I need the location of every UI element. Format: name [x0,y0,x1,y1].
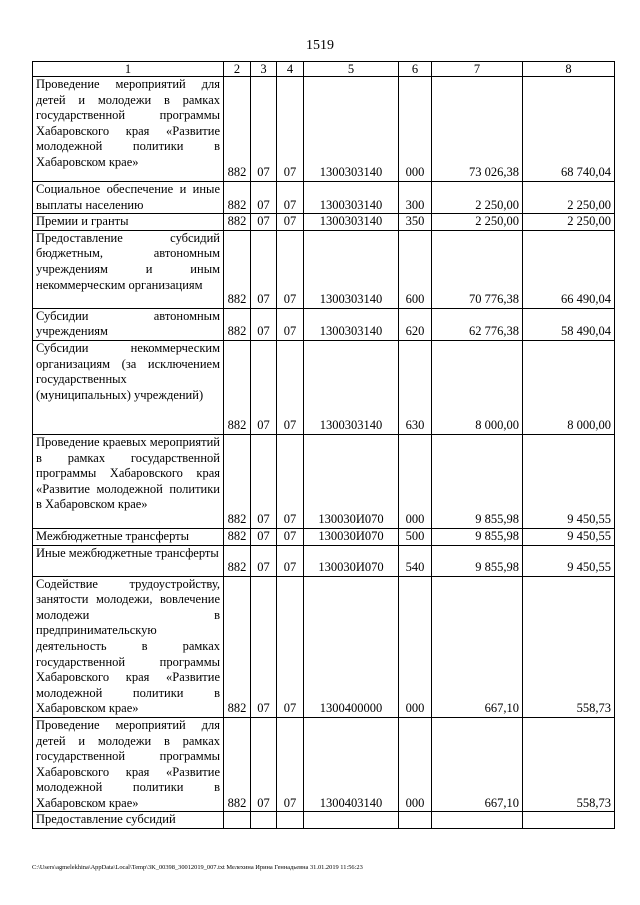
row-target-article-cell: 1300303140 [304,340,399,434]
row-subsection-cell: 07 [277,308,304,340]
row-code-cell: 882 [224,340,251,434]
row-target-article-cell [304,812,399,829]
row-section-cell: 07 [251,434,277,528]
row-code-cell [224,812,251,829]
table-row [33,340,615,434]
row-amount-cell: 62 776,38 [432,308,523,340]
row-section-cell: 07 [251,77,277,182]
table-row [33,230,615,308]
row-amount-cell: 9 450,55 [523,545,615,576]
row-amount-cell: 70 776,38 [432,230,523,308]
row-name-cell: Межбюджетные трансферты [33,528,224,545]
row-section-cell: 07 [251,182,277,214]
row-expense-type-cell: 630 [399,340,432,434]
col-header: 7 [432,62,523,77]
row-target-article-cell: 1300400000 [304,576,399,717]
row-code-cell: 882 [224,545,251,576]
row-code-cell: 882 [224,308,251,340]
row-code-cell: 882 [224,528,251,545]
col-header: 3 [251,62,277,77]
row-expense-type-cell: 500 [399,528,432,545]
row-amount-cell: 68 740,04 [523,77,615,182]
table-row [33,812,615,829]
row-amount-cell [432,812,523,829]
row-subsection-cell: 07 [277,77,304,182]
file-path-footer: C:\Users\agmelekhina\AppData\Local\Temp\3K_00398_30012019_007.txt Мелехина Ирина Геннадьевна 31.01.2019 11:56:23 [32,864,363,871]
row-code-cell: 882 [224,576,251,717]
row-name-cell: Проведение мероприятий для детей и молодежи в рамках государственной программы Хабаровского края «Развитие молодежной политики в Хабаровском крае» [33,77,224,182]
table-row [33,545,615,576]
row-section-cell: 07 [251,545,277,576]
row-subsection-cell: 07 [277,717,304,812]
row-amount-cell: 2 250,00 [523,182,615,214]
col-header: 8 [523,62,615,77]
row-amount-cell: 2 250,00 [432,214,523,231]
row-expense-type-cell [399,812,432,829]
row-expense-type-cell: 000 [399,434,432,528]
row-subsection-cell: 07 [277,434,304,528]
row-amount-cell [523,812,615,829]
table-header-row [33,62,615,77]
row-expense-type-cell: 540 [399,545,432,576]
row-amount-cell: 667,10 [432,576,523,717]
row-target-article-cell: 130030И070 [304,528,399,545]
table-row [33,214,615,231]
row-amount-cell: 73 026,38 [432,77,523,182]
row-code-cell: 882 [224,182,251,214]
row-expense-type-cell: 300 [399,182,432,214]
row-name-cell: Предоставление субсидий бюджетным, автономным учреждениям и иным некоммерческим организациям [33,230,224,308]
row-amount-cell: 9 855,98 [432,434,523,528]
budget-table [32,61,615,829]
row-expense-type-cell: 000 [399,717,432,812]
row-section-cell: 07 [251,214,277,231]
table-row [33,717,615,812]
row-name-cell: Проведение мероприятий для детей и молодежи в рамках государственной программы Хабаровского края «Развитие молодежной политики в Хабаровском крае» [33,717,224,812]
row-subsection-cell: 07 [277,545,304,576]
row-expense-type-cell: 600 [399,230,432,308]
page-number: 1519 [306,38,334,53]
row-target-article-cell: 1300303140 [304,230,399,308]
col-header: 1 [33,62,224,77]
col-header: 4 [277,62,304,77]
row-subsection-cell: 07 [277,340,304,434]
row-amount-cell: 8 000,00 [523,340,615,434]
table-row [33,77,615,182]
row-name-cell: Проведение краевых мероприятий в рамках государственной программы Хабаровского края «Развитие молодежной политики в Хабаровском крае» [33,434,224,528]
row-name-cell: Субсидии некоммерческим организациям (за исключением государственных (муниципальных) учреждений) [33,340,224,434]
row-section-cell: 07 [251,340,277,434]
row-section-cell [251,812,277,829]
row-name-cell: Премии и гранты [33,214,224,231]
row-amount-cell: 58 490,04 [523,308,615,340]
row-target-article-cell: 1300303140 [304,182,399,214]
row-expense-type-cell: 620 [399,308,432,340]
col-header: 5 [304,62,399,77]
table-row [33,434,615,528]
row-subsection-cell: 07 [277,528,304,545]
row-code-cell: 882 [224,717,251,812]
row-code-cell: 882 [224,77,251,182]
table-row [33,182,615,214]
table-row [33,528,615,545]
row-target-article-cell: 130030И070 [304,545,399,576]
row-section-cell: 07 [251,308,277,340]
row-subsection-cell: 07 [277,230,304,308]
row-amount-cell: 9 450,55 [523,528,615,545]
row-code-cell: 882 [224,434,251,528]
row-amount-cell: 8 000,00 [432,340,523,434]
row-name-cell: Содействие трудоустройству, занятости молодежи, вовлечение молодежи в предпринимательскую деятельность в рамках государственной программы Хабаровского края «Развитие молодежной политики в Хабаровском крае» [33,576,224,717]
row-amount-cell: 9 450,55 [523,434,615,528]
row-amount-cell: 2 250,00 [523,214,615,231]
row-section-cell: 07 [251,717,277,812]
row-subsection-cell: 07 [277,182,304,214]
row-section-cell: 07 [251,576,277,717]
col-header: 6 [399,62,432,77]
row-target-article-cell: 130030И070 [304,434,399,528]
row-section-cell: 07 [251,528,277,545]
row-name-cell: Социальное обеспечение и иные выплаты населению [33,182,224,214]
table-row [33,576,615,717]
row-code-cell: 882 [224,230,251,308]
col-header: 2 [224,62,251,77]
row-amount-cell: 667,10 [432,717,523,812]
row-name-cell: Субсидии автономным учреждениям [33,308,224,340]
row-name-cell: Предоставление субсидий [33,812,224,829]
row-amount-cell: 9 855,98 [432,528,523,545]
row-expense-type-cell: 000 [399,77,432,182]
row-target-article-cell: 1300303140 [304,77,399,182]
row-subsection-cell [277,812,304,829]
row-subsection-cell: 07 [277,576,304,717]
row-target-article-cell: 1300303140 [304,308,399,340]
row-expense-type-cell: 350 [399,214,432,231]
row-code-cell: 882 [224,214,251,231]
row-target-article-cell: 1300403140 [304,717,399,812]
row-subsection-cell: 07 [277,214,304,231]
row-amount-cell: 2 250,00 [432,182,523,214]
row-target-article-cell: 1300303140 [304,214,399,231]
row-amount-cell: 9 855,98 [432,545,523,576]
row-amount-cell: 558,73 [523,576,615,717]
row-expense-type-cell: 000 [399,576,432,717]
row-section-cell: 07 [251,230,277,308]
table-row [33,308,615,340]
row-amount-cell: 558,73 [523,717,615,812]
row-amount-cell: 66 490,04 [523,230,615,308]
row-name-cell: Иные межбюджетные трансферты [33,545,224,576]
